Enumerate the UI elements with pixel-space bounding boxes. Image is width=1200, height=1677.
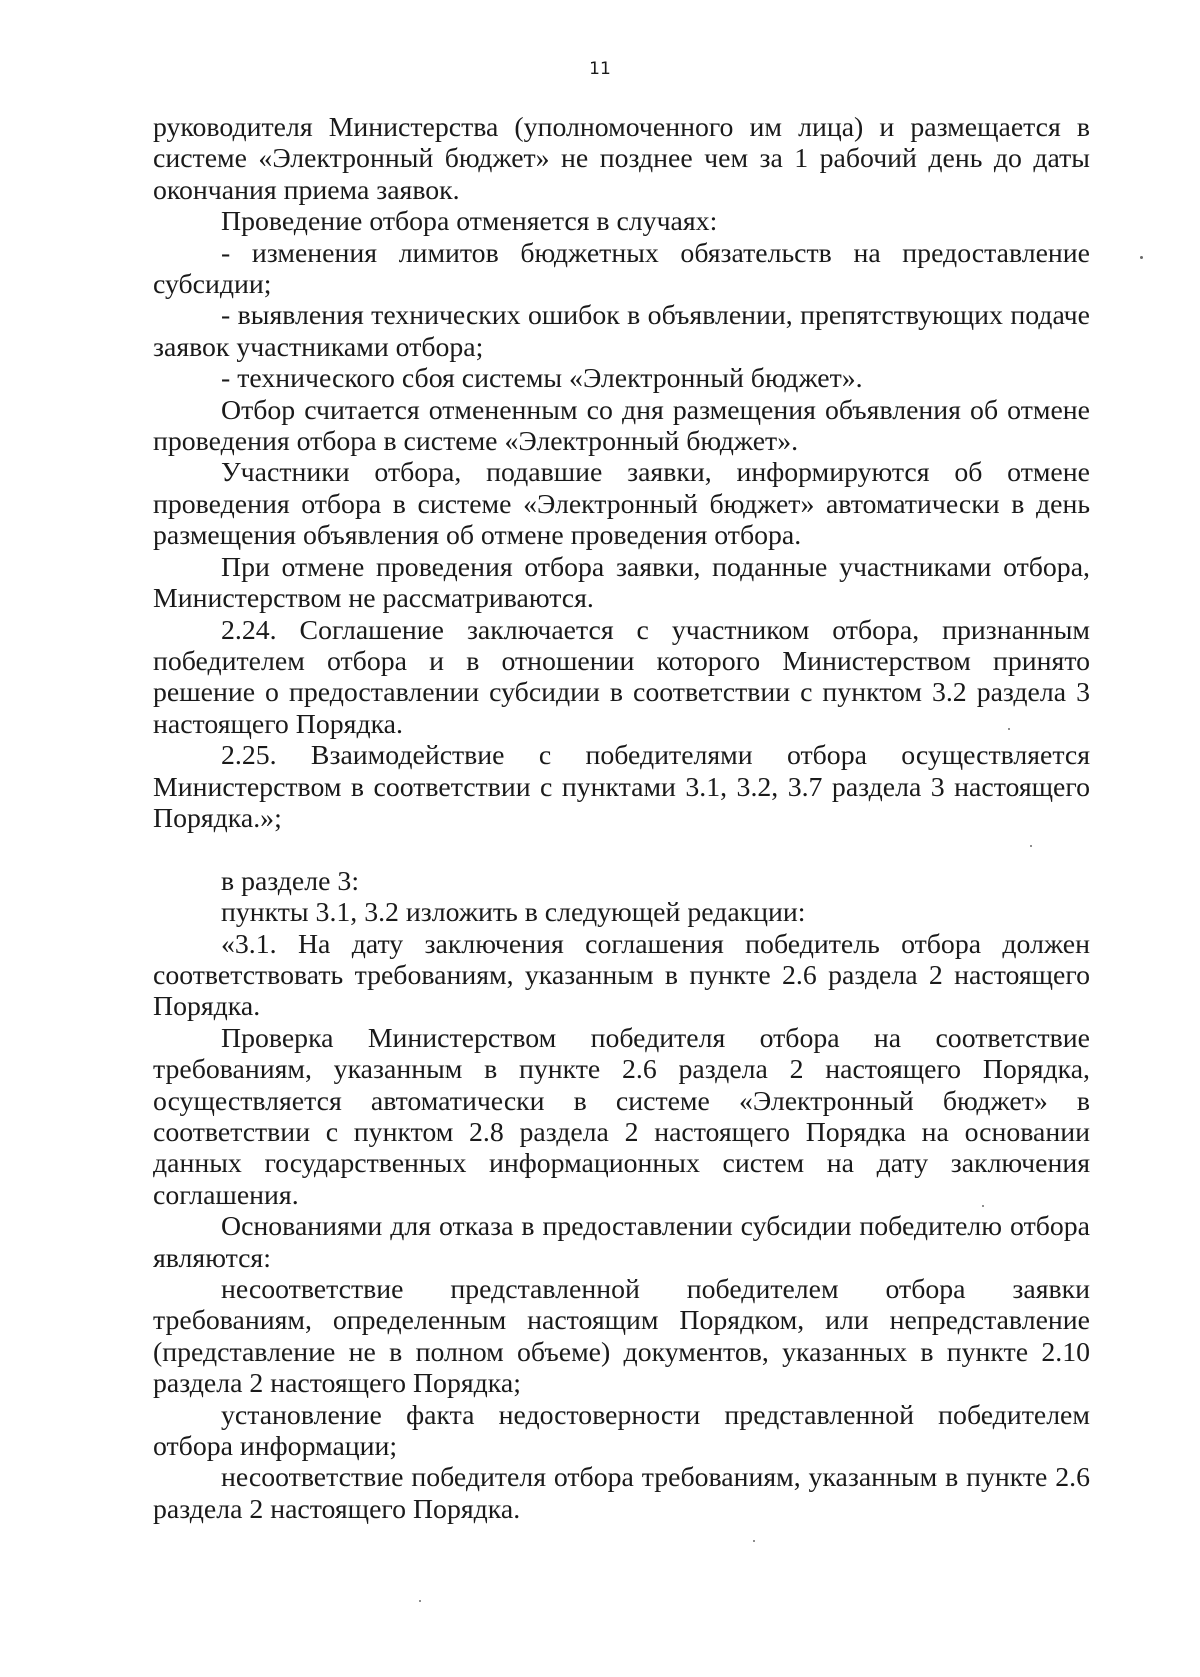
page-number: 11 — [589, 59, 611, 79]
paragraph: При отмене проведения отбора заявки, поданные участниками отбора, Министерством не рассматриваются. — [153, 551, 1090, 615]
clause-3-1: «3.1. На дату заключения соглашения победитель отбора должен соответствовать требованиям, указанным в пункте 2.6 раздела 2 настоящего Порядка. — [153, 928, 1090, 1023]
clause-2-24: 2.24. Соглашение заключается с участником отбора, признанным победителем отбора и в отношении которого Министерством принято решение о предоставлении субсидии в соответствии с пунктом 3.2 раздела 3 настоящего Порядка. — [153, 614, 1090, 740]
list-item: несоответствие представленной победителем отбора заявки требованиям, определенным настоящим Порядком, или непредставление (представление не в полном объеме) документов, указанных в пункте 2.10 раздела 2 настоящего Порядка; — [153, 1274, 1090, 1400]
paragraph: руководителя Министерства (уполномоченного им лица) и размещается в системе «Электронный бюджет» не позднее чем за 1 рабочий день до даты окончания приема заявок. — [153, 112, 1090, 206]
clause-2-25: 2.25. Взаимодействие с победителями отбора осуществляется Министерством в соответствии с пунктами 3.1, 3.2, 3.7 раздела 3 настоящего Порядка.»; — [153, 740, 1090, 834]
scan-speck — [1030, 845, 1032, 847]
paragraph: Участники отбора, подавшие заявки, информируются об отмене проведения отбора в системе «Электронный бюджет» автоматически в день размещения объявления об отмене проведения отбора. — [153, 457, 1090, 552]
document-body — [153, 112, 1090, 1525]
list-item: установление факта недостоверности представленной победителем отбора информации; — [153, 1399, 1090, 1463]
list-item: - технического сбоя системы «Электронный бюджет». — [221, 363, 863, 395]
paragraph: Основаниями для отказа в предоставлении субсидии победителю отбора являются: — [153, 1211, 1090, 1274]
scan-speck — [982, 1205, 984, 1207]
paragraph: в разделе 3: — [221, 865, 360, 897]
list-item: - выявления технических ошибок в объявлении, препятствующих подаче заявок участниками отбора; — [153, 300, 1090, 363]
list-item: несоответствие победителя отбора требованиям, указанным в пункте 2.6 раздела 2 настоящего Порядка. — [153, 1462, 1090, 1525]
paragraph: Отбор считается отмененным со дня размещения объявления об отмене проведения отбора в системе «Электронный бюджет». — [153, 394, 1090, 458]
scan-speck — [419, 1600, 421, 1602]
scan-speck — [1140, 256, 1143, 259]
scan-speck — [753, 1540, 755, 1542]
list-item: - изменения лимитов бюджетных обязательств на предоставление субсидии; — [153, 237, 1090, 301]
paragraph: Проверка Министерством победителя отбора на соответствие требованиям, указанным в пункте 2.6 раздела 2 настоящего Порядка, осуществляется автоматически в системе «Электронный бюджет» в соответствии с пунктом 2.8 раздела 2 настоящего Порядка на основании данных государственных информационных систем на дату заключения соглашения. — [153, 1022, 1090, 1211]
scan-speck — [1008, 728, 1010, 730]
paragraph: Проведение отбора отменяется в случаях: — [221, 206, 718, 238]
paragraph: пункты 3.1, 3.2 изложить в следующей редакции: — [221, 897, 806, 929]
